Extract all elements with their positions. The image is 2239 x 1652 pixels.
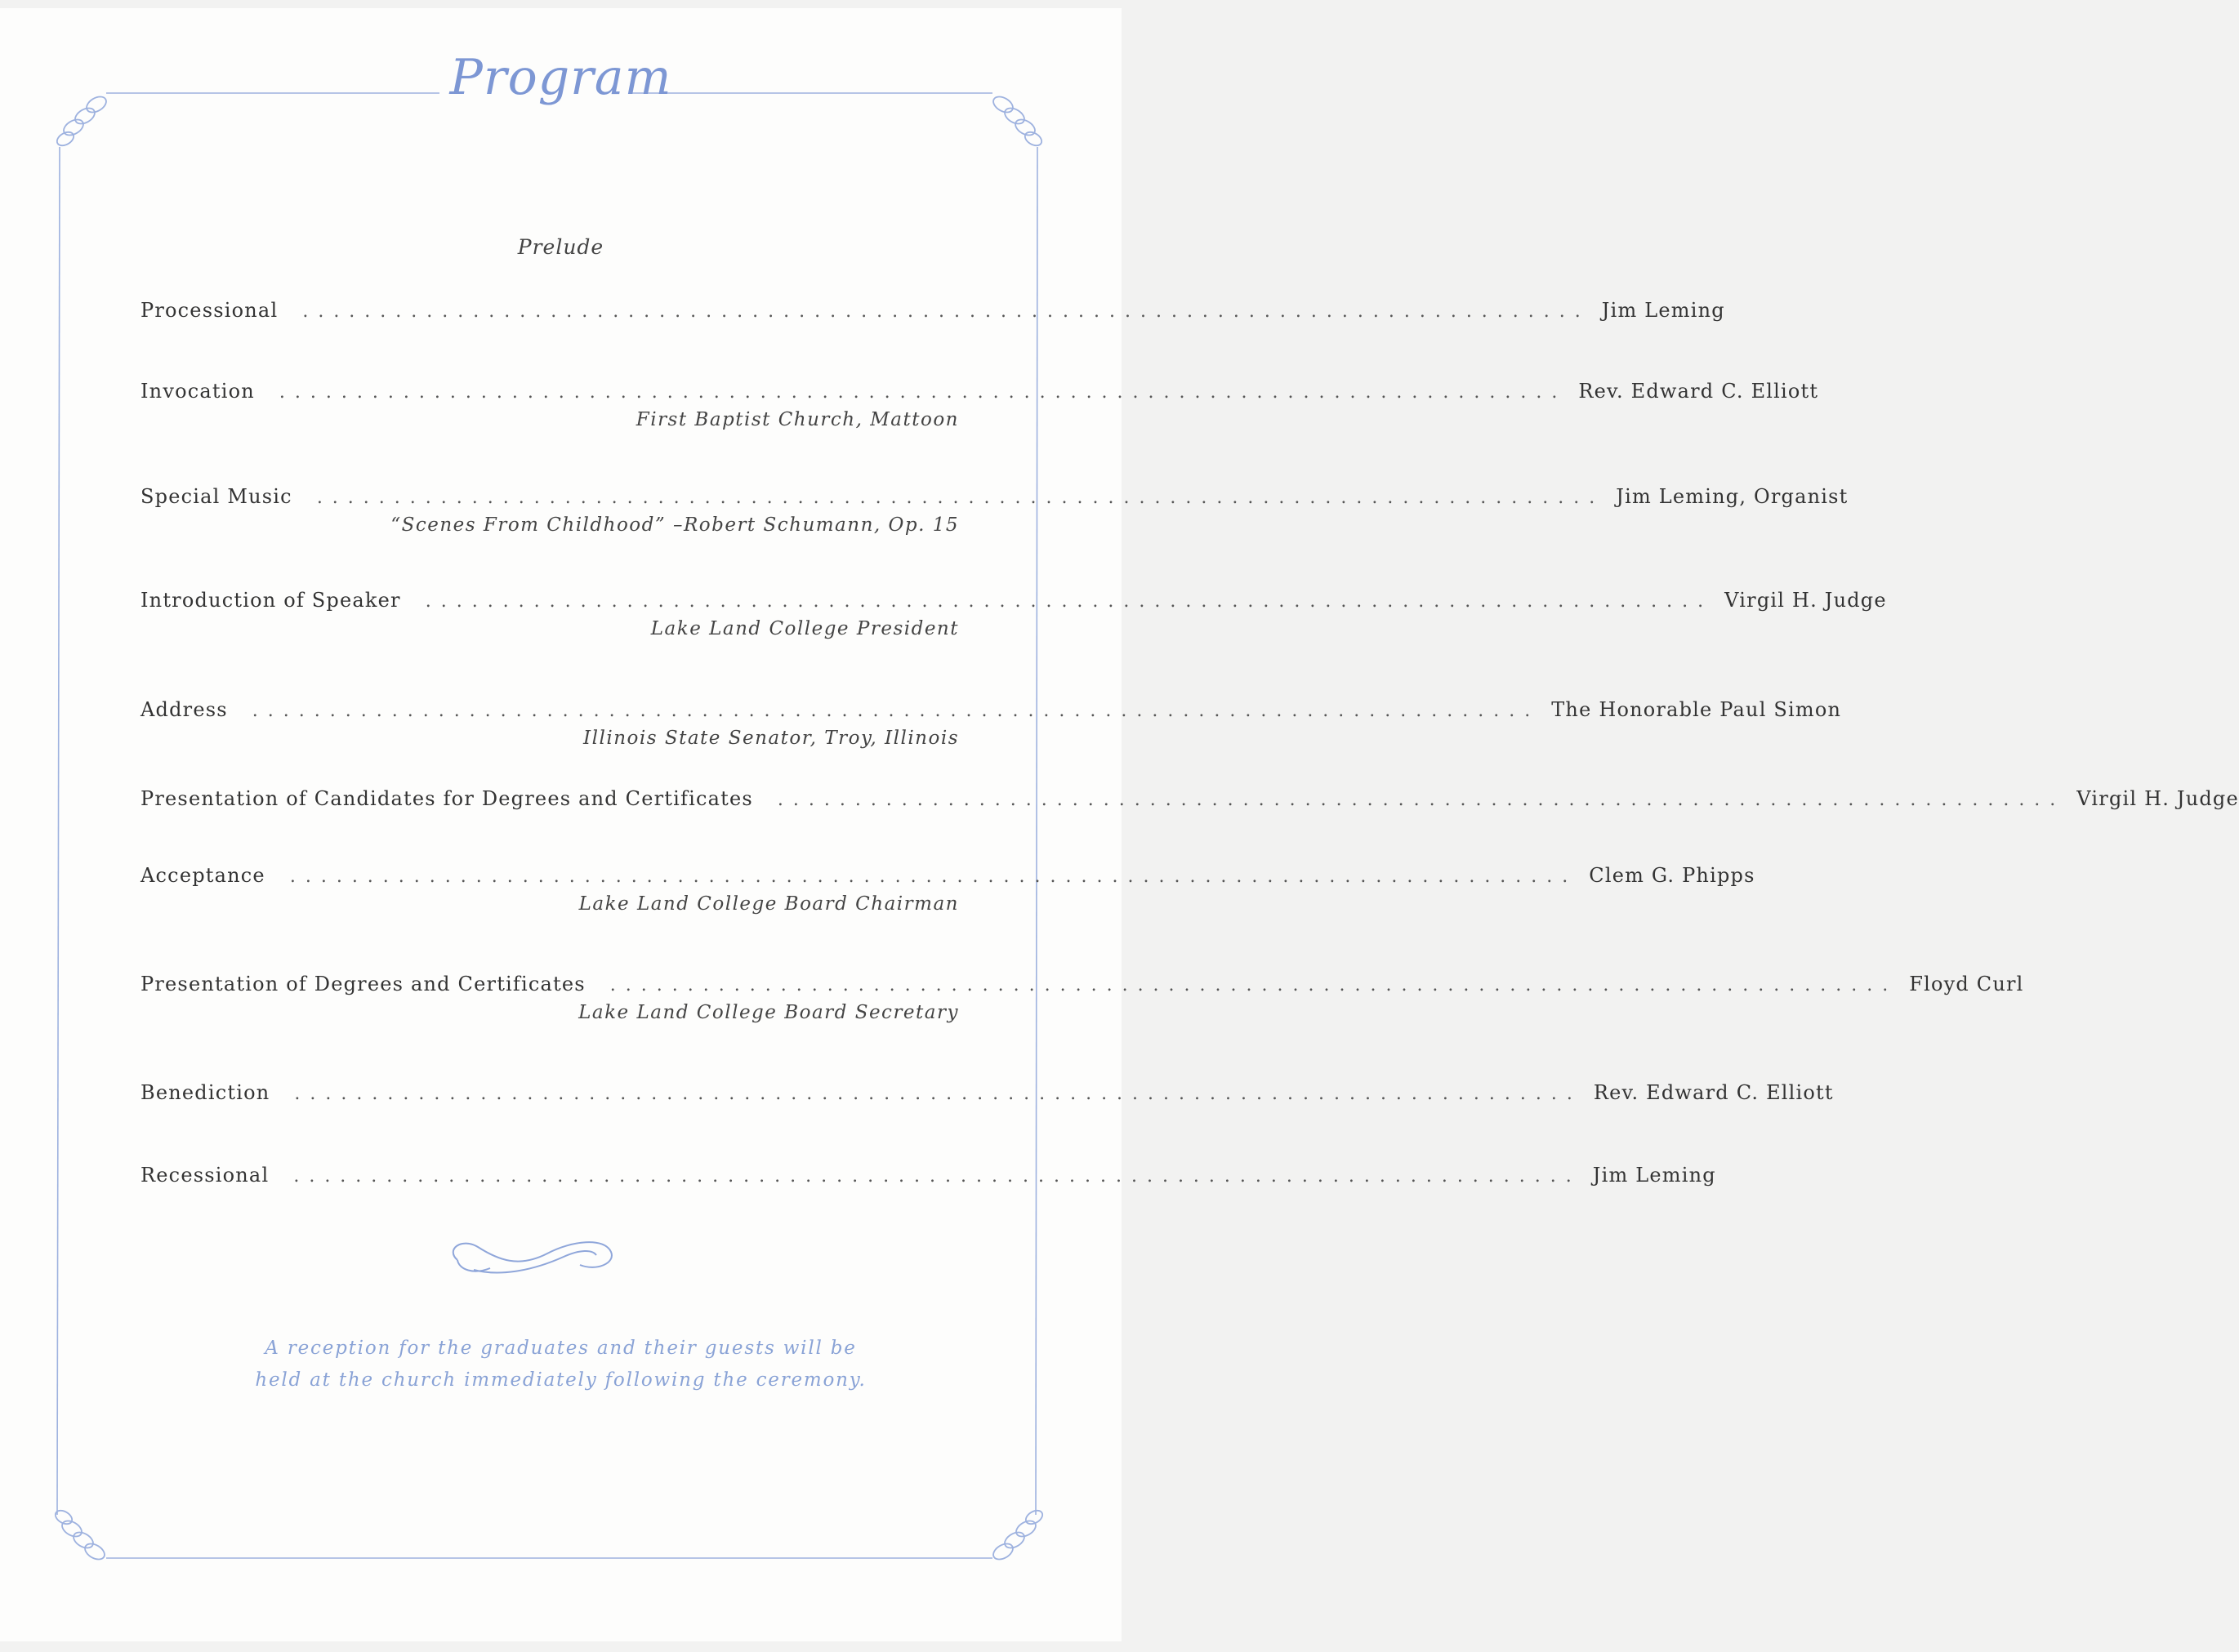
dot-leader: ................................................................................... <box>425 591 1714 612</box>
dot-leader: ................................................................................... <box>252 701 1541 721</box>
program-item <box>140 380 1819 430</box>
dot-leader: ................................................................................... <box>289 866 1578 887</box>
item-label: Processional <box>140 299 279 322</box>
item-subtitle: Lake Land College President <box>650 618 959 639</box>
program-item <box>140 299 1725 322</box>
item-person: Virgil H. Judge <box>1724 589 1887 612</box>
item-person: Rev. Edward C. Elliott <box>1593 1081 1834 1104</box>
program-item <box>140 698 1842 749</box>
prelude-heading: Prelude <box>517 235 604 259</box>
program-item <box>140 787 2239 810</box>
item-person: Rev. Edward C. Elliott <box>1578 380 1819 403</box>
item-subtitle: First Baptist Church, Mattoon <box>636 409 959 430</box>
item-label: Acceptance <box>140 864 265 887</box>
reception-note <box>0 1333 1122 1396</box>
program-item <box>140 1164 1716 1187</box>
item-person: The Honorable Paul Simon <box>1551 698 1842 721</box>
page-title: Program <box>449 49 672 106</box>
item-subtitle: “Scenes From Childhood” –Robert Schumann, Op. 15 <box>390 514 959 536</box>
item-label: Invocation <box>140 380 255 403</box>
item-person: Floyd Curl <box>1909 973 2024 995</box>
item-person: Jim Leming <box>1592 1164 1716 1187</box>
item-label: Benediction <box>140 1081 270 1104</box>
dot-leader: ................................................................................... <box>316 488 1605 508</box>
dot-leader: ................................................................................... <box>294 1084 1582 1104</box>
item-label: Recessional <box>140 1164 270 1187</box>
item-label: Presentation of Candidates for Degrees and Certificates <box>140 787 753 810</box>
item-label: Presentation of Degrees and Certificates <box>140 973 586 995</box>
dot-leader: ................................................................................... <box>293 1166 1581 1187</box>
item-person: Virgil H. Judge <box>2076 787 2239 810</box>
item-subtitle: Lake Land College Board Chairman <box>578 893 959 915</box>
item-label: Special Music <box>140 485 292 508</box>
item-label: Address <box>140 698 228 721</box>
program-item <box>140 485 1849 536</box>
dot-leader: ................................................................................... <box>609 975 1898 995</box>
flourish-ornament <box>441 1229 621 1286</box>
program-item <box>140 864 1755 915</box>
dot-leader: ................................................................................... <box>302 301 1590 322</box>
program-item <box>140 1081 1834 1104</box>
reception-line-1: A reception for the graduates and their guests will be <box>265 1338 857 1359</box>
dot-leader: ................................................................................... <box>777 790 2066 810</box>
dot-leader: ................................................................................... <box>279 382 1568 403</box>
item-subtitle: Illinois State Senator, Troy, Illinois <box>583 728 959 749</box>
program-item <box>140 973 2024 1023</box>
program-page <box>0 8 2239 1641</box>
program-item <box>140 589 1887 639</box>
item-subtitle: Lake Land College Board Secretary <box>578 1002 959 1023</box>
item-person: Jim Leming <box>1601 299 1725 322</box>
item-person: Jim Leming, Organist <box>1616 485 1849 508</box>
item-person: Clem G. Phipps <box>1589 864 1755 887</box>
item-label: Introduction of Speaker <box>140 589 401 612</box>
reception-line-2: held at the church immediately following the ceremony. <box>255 1369 867 1391</box>
